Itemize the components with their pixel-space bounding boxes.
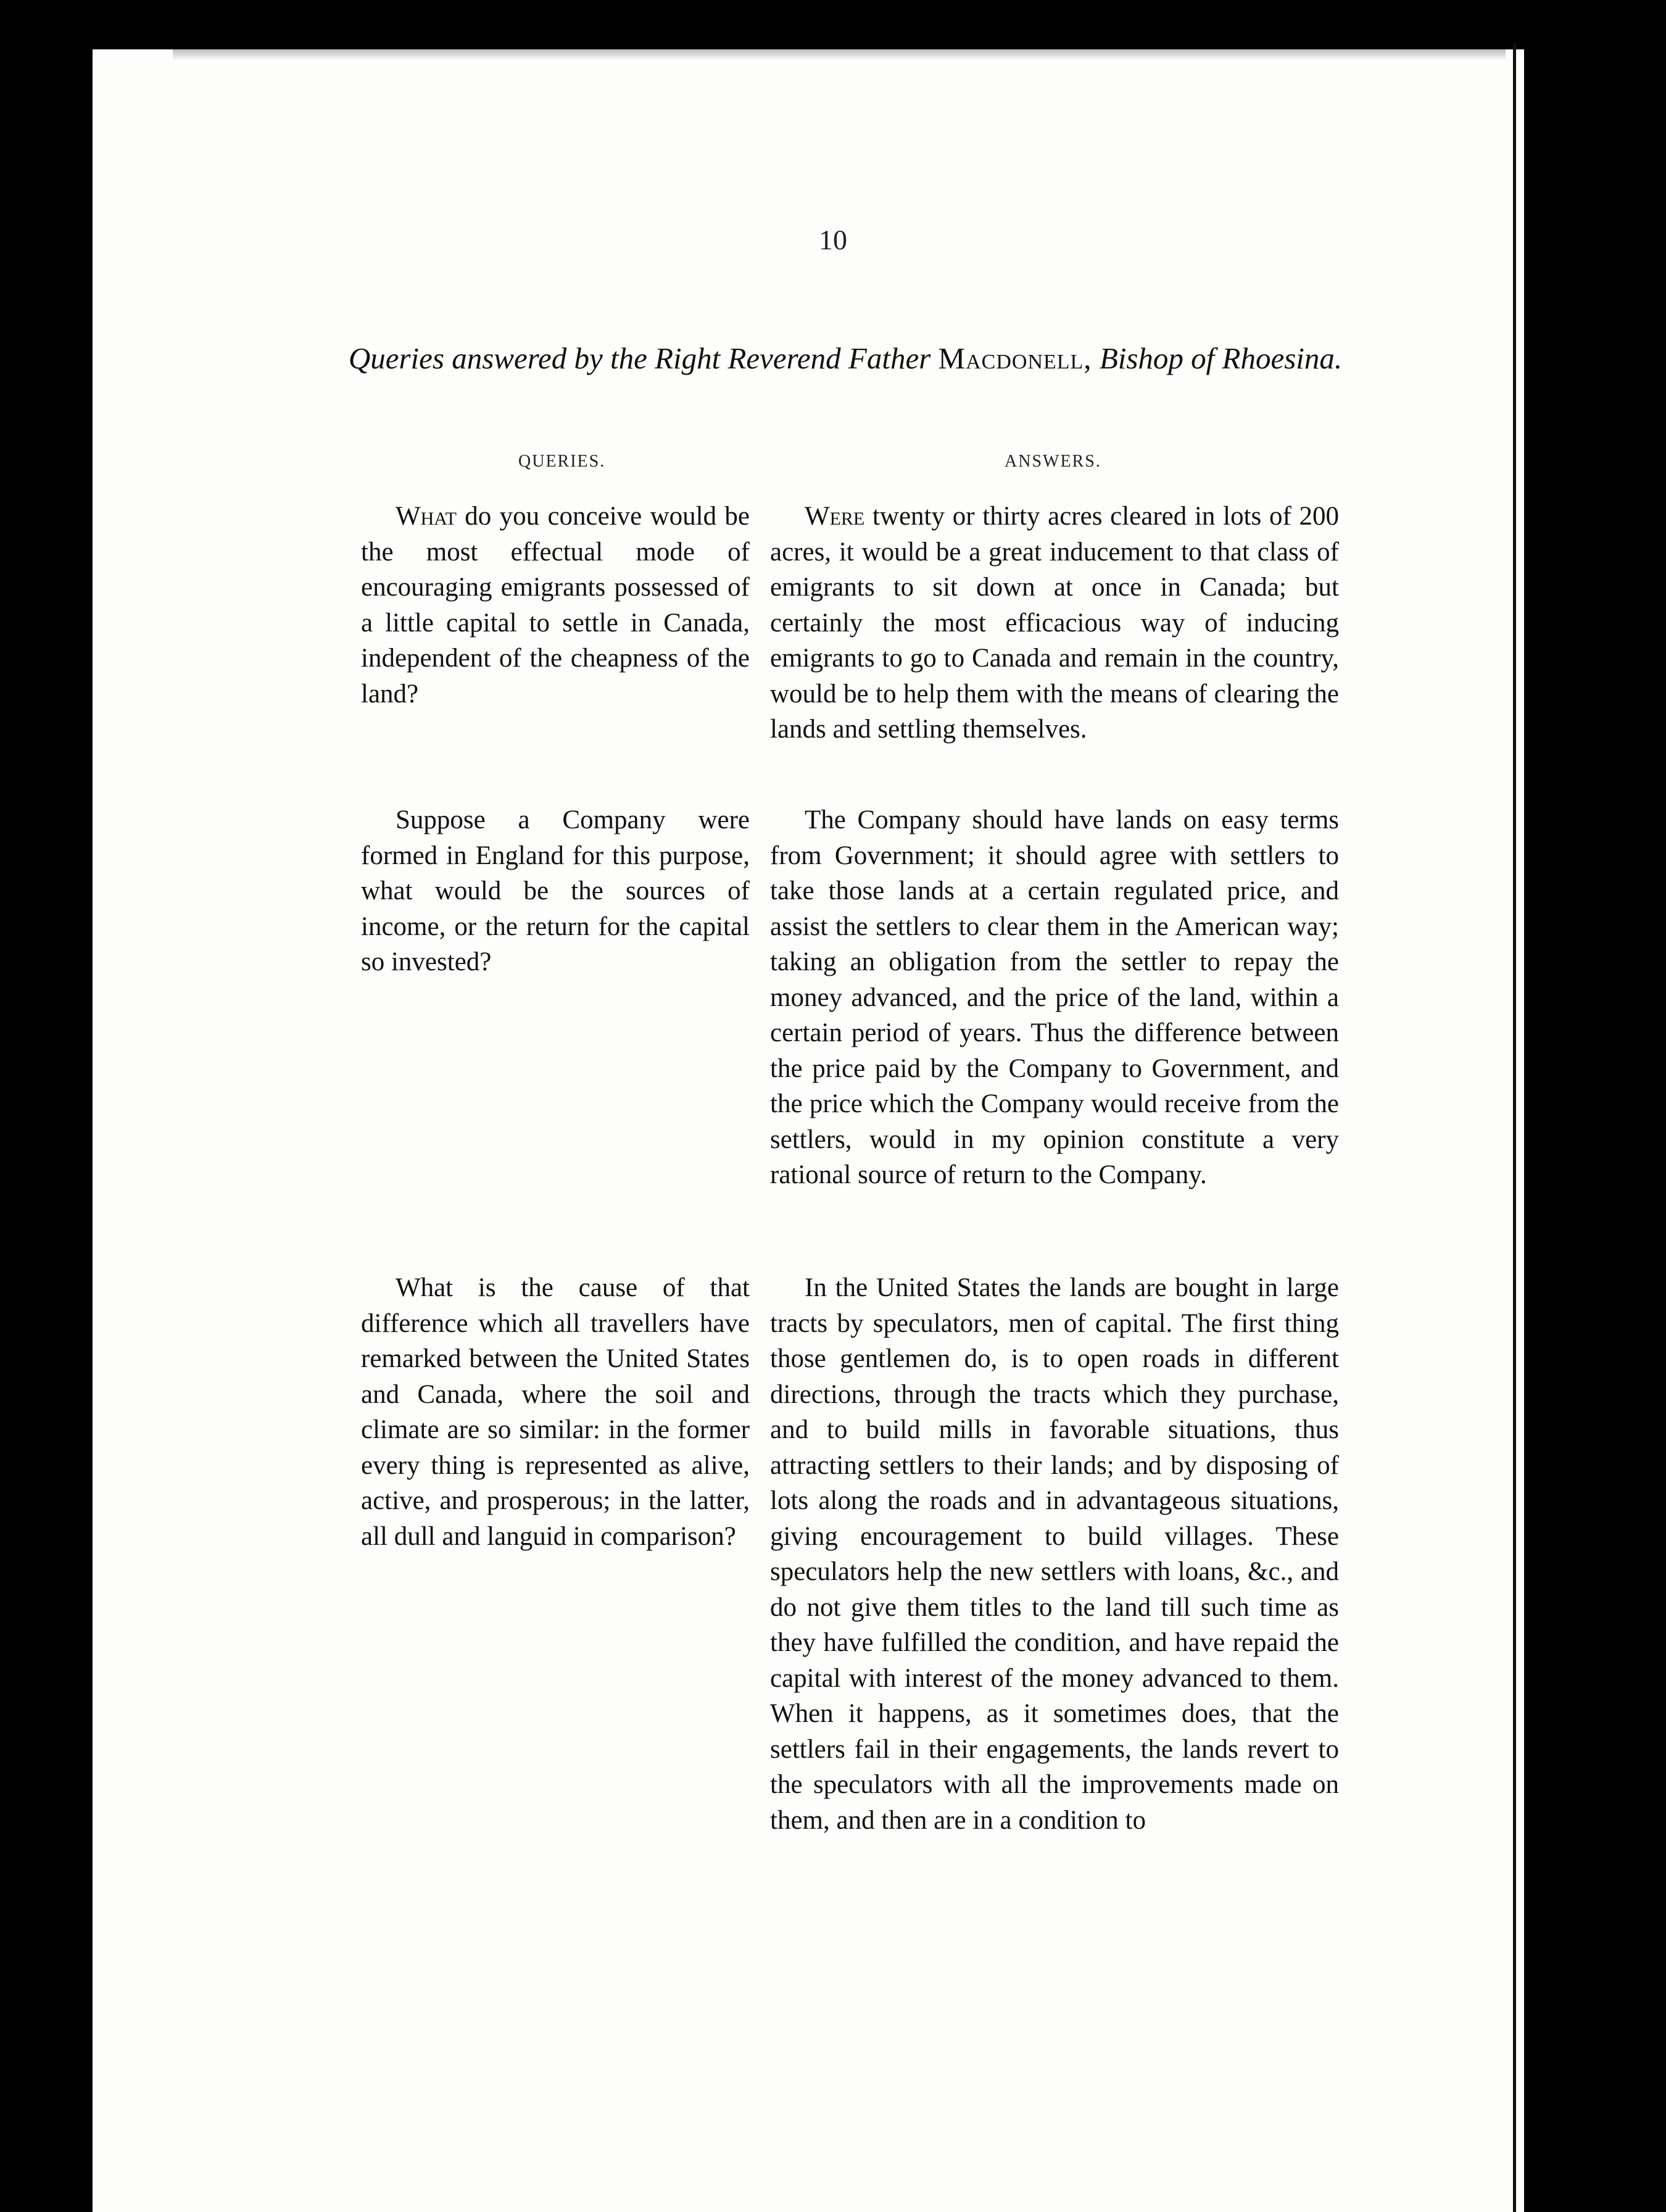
answer-1 — [770, 499, 1339, 747]
answer-2-text: The Company should have lands on easy terms from Government; it should agree with settlers to take those lands at a certain regulated price, and assist the settlers to clear them in the American way; taking an obligation from the settler to repay the money advanced, and the price of the land, within a certain period of years. Thus the difference between the price paid by the Company to Government, and the price which the Company would receive from the settlers, would in my opinion constitute a very rational source of return to the Company. — [770, 805, 1339, 1189]
answer-1-text: twenty or thirty acres cleared in lots of 200 acres, it would be a great inducement to that class of emigrants to sit down at once in Canada; but certainly the most efficacious way of inducing emigrants to go to Canada and remain in the country, would be to help them with the means of clearing the lands and settling themselves. — [770, 502, 1339, 744]
answer-3-text: In the United States the lands are bought in large tracts by speculators, men of capital. The first thing those gentlemen do, is to open roads in different directions, through the tracts which they purchase, and to build mills in favorable situations, thus attracting settlers to their lands; and by disposing of lots along the roads and in advantageous situations, giving encouragement to build villages. These speculators help the new settlers with loans, &c., and do not give them titles to the land till such time as they have fulfilled the condition, and have repaid the capital with interest of the money advanced to them. When it happens, as it sometimes does, that the settlers fail in their engagements, the lands revert to the speculators with all the improvements made on them, and then are in a condition to — [770, 1273, 1339, 1835]
title-name: Macdonell, — [938, 341, 1092, 375]
answers-column-header: ANSWERS. — [1005, 452, 1101, 471]
query-3 — [361, 1270, 750, 1554]
answer-3 — [770, 1270, 1339, 1838]
page-top-shadow — [173, 49, 1506, 60]
answer-1-lead: Were — [805, 502, 865, 531]
answer-2 — [770, 802, 1339, 1193]
page-title — [346, 338, 1345, 379]
query-1-lead: What — [396, 502, 457, 531]
query-2 — [361, 802, 750, 980]
page-number: 10 — [819, 224, 847, 256]
query-2-text: Suppose a Company were formed in England for this purpose, what would be the sources of income, or the return for the capital so invested? — [361, 805, 750, 976]
right-page-edge — [1513, 43, 1516, 2212]
query-1 — [361, 499, 750, 712]
title-prefix: Queries answered by the Right Reverend Father — [348, 341, 931, 375]
query-3-text: What is the cause of that difference which all travellers have remarked between the United States and Canada, where the soil and climate are so similar: in the former every thing is represented as alive, active, and prosperous; in the latter, all dull and languid in comparison? — [361, 1273, 750, 1551]
queries-column-header: QUERIES. — [518, 452, 606, 471]
title-suffix: Bishop of Rhoesina. — [1099, 341, 1343, 375]
query-1-text: do you conceive would be the most effectual mode of encouraging emigrants possessed of a little capital to settle in Canada, independent of the cheapness of the land? — [361, 502, 750, 709]
